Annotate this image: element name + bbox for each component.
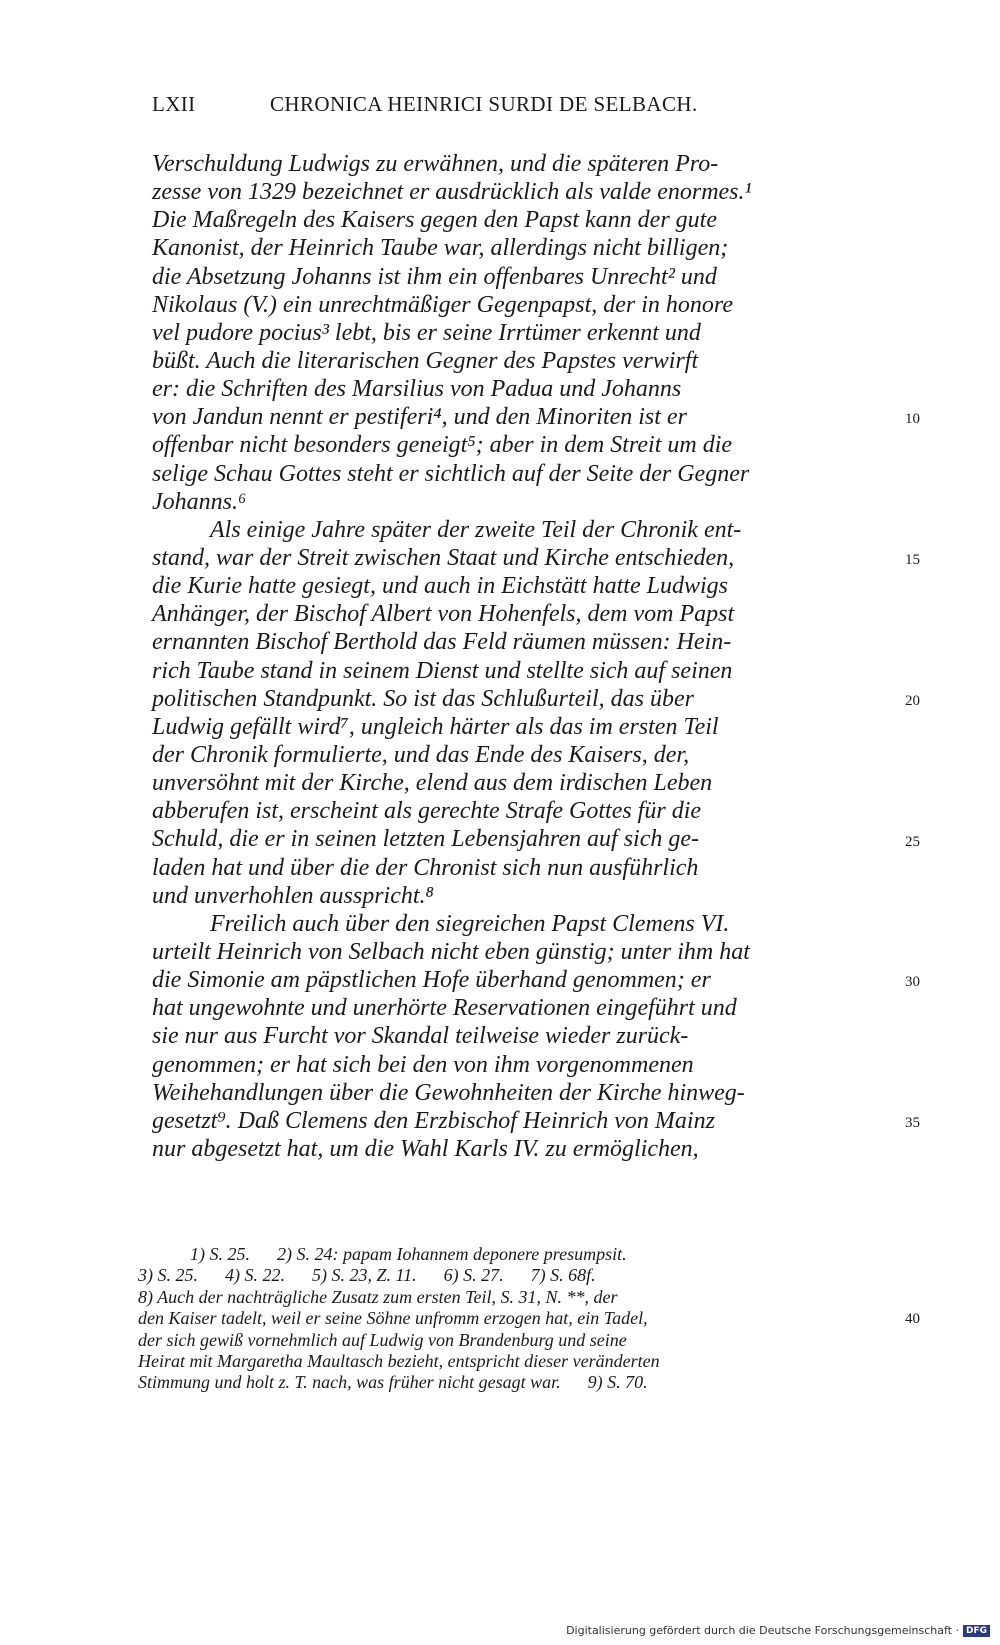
footnote-line: den Kaiser tadelt, weil er seine Söhne unfromm erzogen hat, ein Tadel, <box>138 1308 648 1329</box>
page-number: LXII <box>152 92 196 116</box>
body-line: rich Taube stand in seinem Dienst und stellte sich auf seinen <box>152 657 733 684</box>
body-line: Kanonist, der Heinrich Taube war, allerdings nicht billigen; <box>152 235 729 262</box>
margin-line-number: 30 <box>905 974 920 991</box>
dfg-logo: DFG <box>963 1625 990 1637</box>
margin-line-number: 25 <box>905 833 920 850</box>
margin-line-number: 35 <box>905 1115 920 1132</box>
body-line: die Simonie am päpstlichen Hofe überhand genommen; er <box>152 967 711 994</box>
body-line: Johanns.⁶ <box>152 488 247 515</box>
credit-text: Digitalisierung gefördert durch die Deutsche Forschungsgemeinschaft · <box>566 1624 959 1637</box>
body-line: von Jandun nennt er pestiferi⁴, und den Minoriten ist er <box>152 404 687 431</box>
body-line: er: die Schriften des Marsilius von Padua und Johanns <box>152 376 682 403</box>
body-line: stand, war der Streit zwischen Staat und Kirche entschieden, <box>152 544 735 571</box>
digitization-credit <box>566 1624 990 1637</box>
body-line: vel pudore pocius³ lebt, bis er seine Irrtümer erkennt und <box>152 319 701 346</box>
body-line: hat ungewohnte und unerhörte Reservationen eingeführt und <box>152 995 737 1022</box>
margin-line-number: 20 <box>905 692 920 709</box>
footnotes <box>138 1244 878 1394</box>
footnote-line: 3) S. 25. 4) S. 22. 5) S. 23, Z. 11. 6) S. 27. 7) S. 68f. <box>138 1265 596 1286</box>
body-line: zesse von 1329 bezeichnet er ausdrücklich als valde enormes.¹ <box>152 179 752 206</box>
body-line: büßt. Auch die literarischen Gegner des Papstes verwirft <box>152 347 699 374</box>
body-line: offenbar nicht besonders geneigt⁵; aber in dem Streit um die <box>152 432 733 459</box>
body-line: ernannten Bischof Berthold das Feld räumen müssen: Hein- <box>152 629 732 656</box>
body-line: Schuld, die er in seinen letzten Lebensjahren auf sich ge- <box>152 826 699 853</box>
body-line: Nikolaus (V.) ein unrechtmäßiger Gegenpapst, der in honore <box>152 291 734 318</box>
body-line: selige Schau Gottes steht er sichtlich auf der Seite der Gegner <box>152 460 750 487</box>
body-line: und unverhohlen ausspricht.⁸ <box>152 882 434 909</box>
body-line: abberufen ist, erscheint als gerechte Strafe Gottes für die <box>152 798 702 825</box>
body-line: Anhänger, der Bischof Albert von Hohenfels, dem vom Papst <box>152 601 735 628</box>
margin-line-number: 40 <box>905 1311 920 1328</box>
body-line: urteilt Heinrich von Selbach nicht eben günstig; unter ihm hat <box>152 938 750 965</box>
footnote-line: 1) S. 25. 2) S. 24: papam Iohannem deponere presumpsit. <box>190 1244 627 1264</box>
body-line: politischen Standpunkt. So ist das Schlußurteil, das über <box>152 685 694 712</box>
body-text <box>152 150 890 1163</box>
body-line: der Chronik formulierte, und das Ende des Kaisers, der, <box>152 741 690 768</box>
body-line: Weihehandlungen über die Gewohnheiten der Kirche hinweg- <box>152 1079 745 1106</box>
footnote-line: Stimmung und holt z. T. nach, was früher nicht gesagt war. 9) S. 70. <box>138 1372 648 1393</box>
body-line: gesetzt⁹. Daß Clemens den Erzbischof Heinrich von Mainz <box>152 1107 715 1134</box>
footnote-line: 8) Auch der nachträgliche Zusatz zum ersten Teil, S. 31, N. **, der <box>138 1286 618 1307</box>
page-header <box>152 92 792 122</box>
body-line: unversöhnt mit der Kirche, elend aus dem irdischen Leben <box>152 770 713 797</box>
body-line: Verschuldung Ludwigs zu erwähnen, und die späteren Pro- <box>152 151 719 177</box>
footnote-line: Heirat mit Margaretha Maultasch bezieht, entspricht dieser veränderten <box>138 1350 660 1371</box>
body-line: die Kurie hatte gesiegt, und auch in Eichstätt hatte Ludwigs <box>152 573 728 600</box>
footnote-line: der sich gewiß vornehmlich auf Ludwig von Brandenburg und seine <box>138 1329 627 1350</box>
body-line: Die Maßregeln des Kaisers gegen den Papst kann der gute <box>152 207 717 234</box>
margin-line-number: 15 <box>905 552 920 569</box>
body-line: Als einige Jahre später der zweite Teil der Chronik ent- <box>210 516 742 543</box>
body-line: Freilich auch über den siegreichen Papst Clemens VI. <box>210 910 730 937</box>
body-line: laden hat und über die der Chronist sich nun ausführlich <box>152 854 699 881</box>
body-line: sie nur aus Furcht vor Skandal teilweise wieder zurück- <box>152 1023 689 1050</box>
body-line: die Absetzung Johanns ist ihm ein offenbares Unrecht² und <box>152 263 717 290</box>
body-line: nur abgesetzt hat, um die Wahl Karls IV. zu ermöglichen, <box>152 1135 699 1162</box>
margin-line-number: 10 <box>905 411 920 428</box>
body-line: Ludwig gefällt wird⁷, ungleich härter als das im ersten Teil <box>152 713 719 740</box>
running-title: CHRONICA HEINRICI SURDI DE SELBACH. <box>270 92 698 116</box>
body-line: genommen; er hat sich bei den von ihm vorgenommenen <box>152 1051 694 1078</box>
